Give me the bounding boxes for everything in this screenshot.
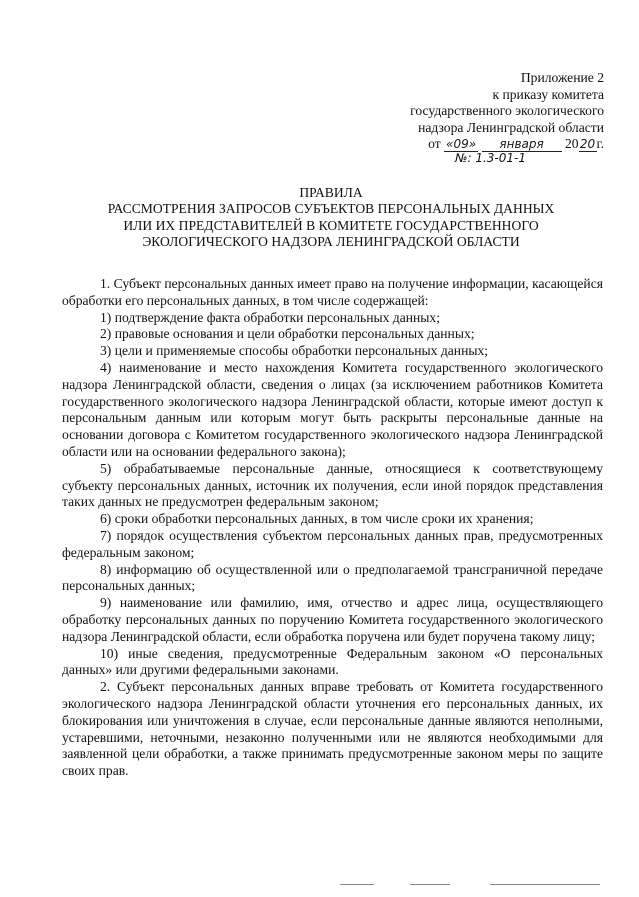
list-item-5: 5) обрабатываемые персональные данные, относящиеся к соответствующему субъекту персональных данных, источник их получения, если иной порядок представления таких данных не предусмотрен федеральным законом; [62, 460, 603, 510]
title-line-2: РАССМОТРЕНИЯ ЗАПРОСОВ СУБЪЕКТОВ ПЕРСОНАЛЬНЫХ ДАННЫХ [107, 201, 555, 217]
year-prefix: 20 [564, 136, 579, 151]
handwritten-month: января [482, 138, 562, 152]
title-line-1: ПРАВИЛА [299, 185, 363, 200]
document-body [62, 276, 603, 780]
handwritten-year: 20 [579, 137, 596, 151]
handwritten-order-number: №: 1.3-01-1 [455, 151, 526, 165]
paragraph-2: 2. Субъект персональных данных вправе требовать от Комитета государственного экологического надзора Ленинградской области уточнения его персональных данных, их блокирования или уничтожения в случае, если персональные данные являются неполными, устаревшими, неточными, незаконно полученными или не являются необходимыми для заявленной цели обработки, а также принимать предусмотренные законом меры по защите своих прав. [62, 679, 603, 779]
document-title [40, 185, 622, 250]
annex-line-1: Приложение 2 [520, 70, 604, 85]
list-item-1: 1) подтверждение факта обработки персональных данных; [100, 309, 441, 325]
scan-line [410, 884, 450, 885]
list-item-10: 10) иные сведения, предусмотренные Федеральным законом «О персональных данных» или другими федеральными законами. [62, 645, 603, 678]
list-item-4: 4) наименование и место нахождения Комитета государственного экологического надзора Ленинградской области, сведения о лицах (за исключением работников Комитета государственного экологического надзора Ленинградской области, которые имеют доступ к персональным данным или которым могут быть раскрыты персональные данные на основании договора с Комитетом государственного экологического надзора Ленинградской области или на основании федерального закона); [62, 359, 603, 459]
annex-line-3: государственного экологического [410, 103, 604, 118]
list-item-9: 9) наименование или фамилию, имя, отчество и адрес лица, осуществляющего обработку персональных данных по поручению Комитета государственного экологического надзора Ленинградской области, если обработка поручена или будет поручена такому лицу; [62, 595, 603, 644]
title-line-3: ИЛИ ИХ ПРЕДСТАВИТЕЛЕЙ В КОМИТЕТЕ ГОСУДАРСТВЕННОГО [123, 217, 539, 233]
list-item-3: 3) цели и применяемые способы обработки персональных данных; [100, 343, 489, 359]
scan-line [340, 884, 374, 885]
year-suffix: г. [596, 136, 604, 151]
title-line-4: ЭКОЛОГИЧЕСКОГО НАДЗОРА ЛЕНИНГРАДСКОЙ ОБЛАСТИ [142, 233, 520, 249]
list-item-8: 8) информацию об осуществленной или о предполагаемой трансграничной передаче персональных данных; [62, 561, 603, 594]
scan-artifact-lines [340, 884, 630, 888]
scan-line [490, 884, 600, 885]
annex-line-4: надзора Ленинградской области [418, 119, 604, 135]
list-item-7: 7) порядок осуществления субъектом персональных данных прав, предусмотренных федеральным законом; [62, 527, 603, 560]
list-item-2: 2) правовые основания и цели обработки персональных данных; [100, 326, 475, 342]
handwritten-day: «09» [446, 137, 477, 151]
date-prefix: от [428, 136, 441, 151]
paragraph-1: 1. Субъект персональных данных имеет право на получение информации, касающейся обработки его персональных данных, в том числе содержащей: [62, 276, 603, 308]
list-item-6: 6) сроки обработки персональных данных, в том числе сроки их хранения; [100, 511, 534, 527]
annex-header [372, 70, 604, 153]
annex-line-2: к приказу комитета [492, 86, 604, 102]
